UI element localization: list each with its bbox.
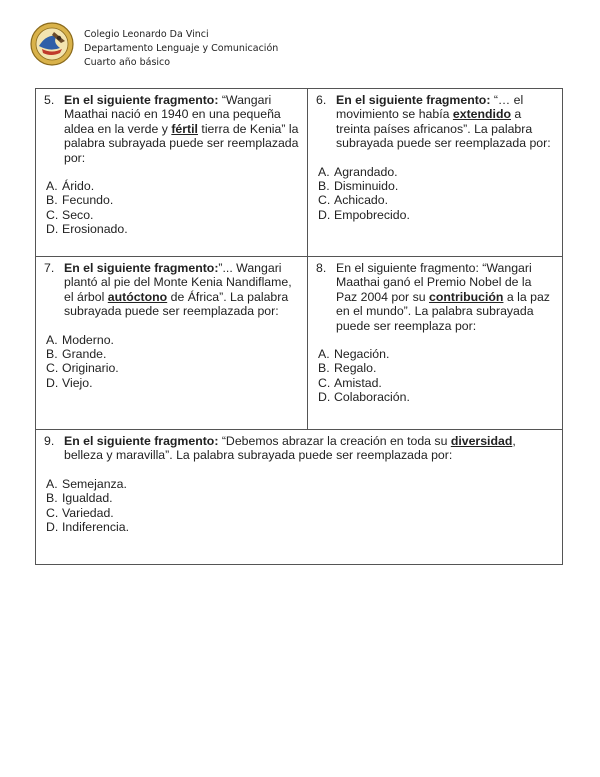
underlined-keyword: fértil (171, 121, 198, 136)
question-text (336, 93, 554, 151)
option-text: Igualdad. (62, 491, 113, 506)
option-text: Colaboración. (334, 390, 410, 405)
question-number: 5. (44, 93, 55, 107)
option-text: Achicado. (334, 193, 389, 208)
question-cell (36, 89, 308, 257)
answer-options (46, 179, 299, 237)
page-header (30, 22, 570, 74)
question-stem (316, 261, 554, 333)
answer-option (318, 361, 554, 375)
option-text: Disminuido. (334, 179, 399, 194)
option-letter: C. (46, 361, 59, 376)
school-name: Colegio Leonardo Da Vinci (84, 29, 209, 40)
option-text: Agrandado. (334, 164, 398, 179)
answer-option (318, 179, 554, 193)
answer-option (46, 506, 554, 520)
question-text (64, 93, 299, 165)
question-prefix: “Debemos abrazar la creación en toda su (218, 434, 451, 448)
option-text: Amistad. (334, 375, 382, 390)
option-letter: D. (318, 207, 331, 222)
answer-option (318, 208, 554, 222)
option-letter: B. (46, 491, 58, 506)
question-prefix: ”... Wangari plantó al pie del Monte Kenia Nandiflame, el árbol (64, 261, 292, 304)
question-number: 6. (316, 93, 327, 107)
question-prefix: “Wangari Maathai nació en 1940 en una pequeña aldea en la verde y (64, 93, 281, 136)
question-lead: En el siguiente fragmento: (64, 93, 219, 107)
question-number: 7. (44, 261, 55, 275)
answer-option (46, 208, 299, 222)
answer-option (318, 390, 554, 404)
question-cell (36, 257, 308, 430)
option-text: Erosionado. (62, 222, 128, 237)
question-prefix: En el siguiente fragmento: “Wangari Maathai ganó el Premio Nobel de la Paz 2004 por su (336, 261, 532, 304)
option-letter: D. (318, 390, 331, 405)
question-lead: En el siguiente fragmento: (64, 434, 219, 448)
option-letter: C. (318, 193, 331, 208)
option-text: Fecundo. (62, 193, 114, 208)
question-text (336, 261, 554, 333)
question-suffix: a la paz en el mundo”. La palabra subrayada puede ser reemplaza por: (336, 289, 550, 333)
underlined-keyword: diversidad (450, 434, 513, 448)
option-text: Seco. (62, 207, 94, 222)
school-info (84, 28, 278, 70)
school-crest-logo (30, 22, 74, 66)
question-stem (316, 93, 554, 151)
question-lead: En el siguiente fragmento: (64, 261, 219, 275)
underlined-keyword: contribución (428, 289, 504, 304)
answer-options (46, 477, 554, 535)
question-number: 8. (316, 261, 327, 275)
option-letter: B. (318, 361, 330, 376)
question-prefix: “… el movimiento se había (336, 93, 524, 122)
answer-option (46, 193, 299, 207)
answer-options (46, 333, 299, 391)
question-suffix: de África”. La palabra subrayada puede ser reemplazada por: (64, 289, 289, 319)
answer-option (46, 179, 299, 193)
question-stem (44, 93, 299, 165)
question-suffix: tierra de Kenia” la palabra subrayada puede ser reemplazada por: (64, 121, 299, 165)
answer-option (46, 333, 299, 347)
question-cell (36, 430, 563, 565)
option-letter: D. (46, 222, 59, 237)
question-cell (308, 89, 563, 257)
answer-options (318, 347, 554, 405)
questions-table (35, 88, 563, 565)
option-letter: C. (46, 207, 59, 222)
option-text: Viejo. (62, 375, 93, 390)
option-text: Semejanza. (62, 476, 127, 491)
option-text: Empobrecido. (334, 207, 410, 222)
answer-option (46, 222, 299, 236)
option-letter: B. (46, 193, 58, 208)
answer-option (46, 347, 299, 361)
option-letter: C. (46, 505, 59, 520)
underlined-keyword: extendido (452, 107, 511, 122)
option-text: Indiferencia. (62, 520, 129, 535)
grade-level: Cuarto año básico (84, 57, 171, 68)
answer-option (46, 376, 299, 390)
option-letter: A. (46, 332, 58, 347)
option-letter: A. (46, 179, 58, 194)
option-letter: B. (46, 347, 58, 362)
question-stem (44, 261, 299, 319)
answer-option (46, 491, 554, 505)
option-text: Variedad. (62, 505, 114, 520)
option-letter: D. (46, 375, 59, 390)
answer-option (46, 520, 554, 534)
question-cell (308, 257, 563, 430)
question-stem (44, 434, 554, 463)
option-letter: B. (318, 179, 330, 194)
answer-option (318, 165, 554, 179)
department-name: Departamento Lenguaje y Comunicación (84, 43, 279, 54)
answer-option (46, 477, 554, 491)
question-text (64, 261, 299, 319)
question-suffix: a treinta países africanos”. La palabra subrayada puede ser reemplazada por: (336, 107, 551, 151)
underlined-keyword: autóctono (107, 289, 168, 304)
question-suffix: , belleza y maravilla”. La palabra subrayada puede ser reemplazada por: (64, 434, 516, 463)
option-text: Originario. (62, 361, 119, 376)
option-letter: D. (46, 520, 59, 535)
option-letter: A. (46, 476, 58, 491)
option-text: Árido. (62, 179, 95, 194)
question-lead: En el siguiente fragmento: (336, 93, 491, 107)
option-letter: A. (318, 347, 330, 362)
question-text (64, 434, 554, 463)
answer-options (318, 165, 554, 223)
answer-option (318, 376, 554, 390)
question-number: 9. (44, 434, 55, 448)
option-letter: A. (318, 164, 330, 179)
answer-option (318, 347, 554, 361)
answer-option (318, 193, 554, 207)
option-text: Grande. (62, 347, 107, 362)
option-text: Moderno. (62, 332, 114, 347)
option-text: Negación. (334, 347, 390, 362)
answer-option (46, 361, 299, 375)
option-text: Regalo. (334, 361, 377, 376)
option-letter: C. (318, 375, 331, 390)
